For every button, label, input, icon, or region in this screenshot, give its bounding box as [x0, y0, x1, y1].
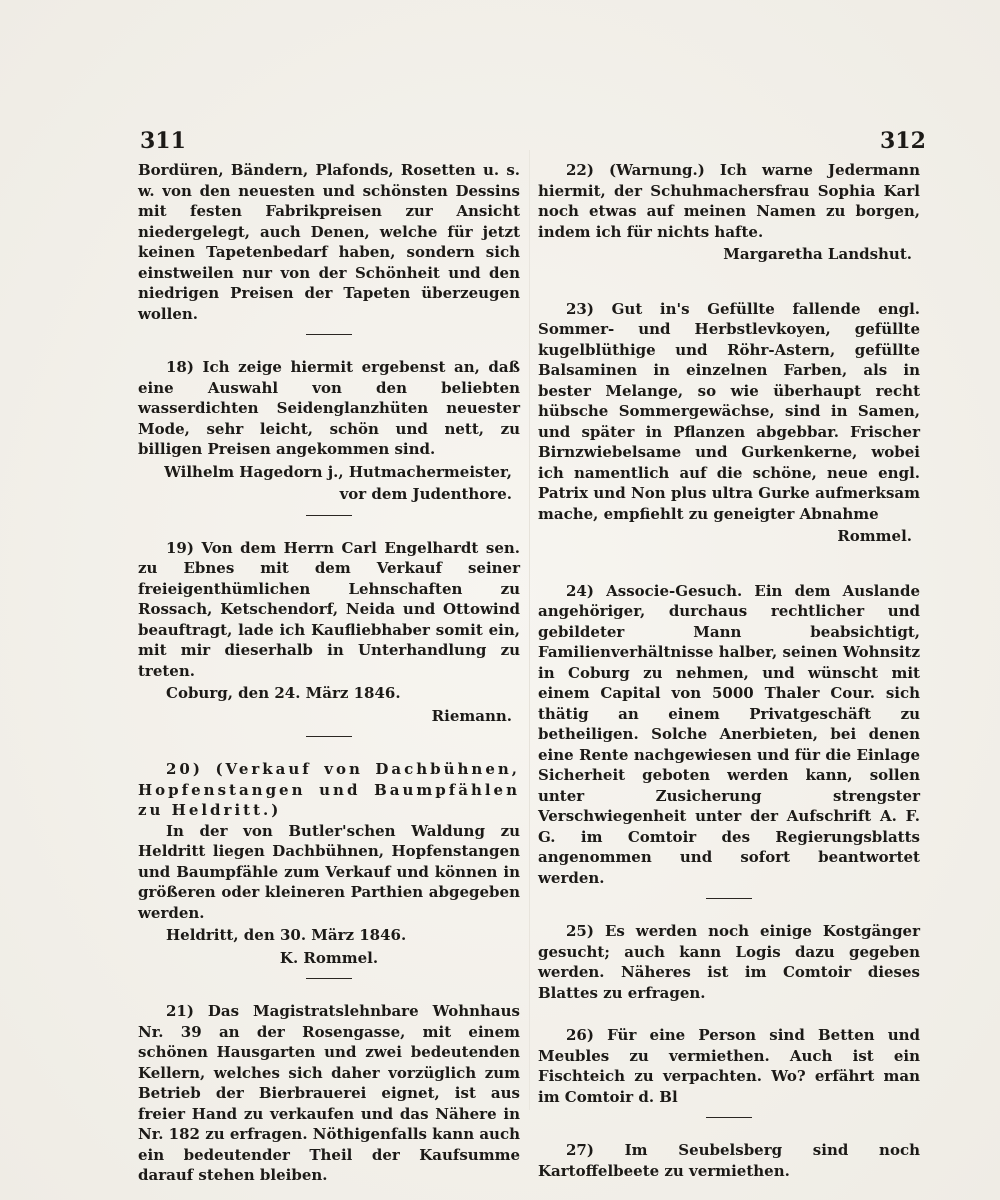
page-gutter	[529, 150, 530, 1110]
notice-27: 27) Im Seubelsberg sind noch Kartoffelbeete zu vermiethen.	[538, 1141, 920, 1180]
notice-20-signature: K. Rommel.	[279, 948, 379, 967]
notice-18-address: vor dem Judenthore.	[339, 485, 512, 503]
notice-23-signature: Rommel.	[837, 527, 912, 545]
notice-23: 23) Gut in's Gefüllte fallende engl. Sommer- und Herbstlevkoyen, gefüllte kugelblüthige und Röhr-Astern, gefüllte Balsaminen in einzelnen Farben, als in bester Melange, so wie überhaupt recht hübsche Sommergewächse, sind in Samen, und später in Pflanzen abgebbar. Frischer Birnzwiebelsame und Gurkenkerne, wobei ich namentlich auf die schöne, neue engl. Patrix und Non plus ultra Gurke aufmerksam mache, empfiehlt zu geneigter Abnahme	[538, 299, 920, 523]
separator-rule	[706, 898, 752, 899]
notice-22: 22) (Warnung.) Ich warne Jedermann hiermit, der Schuhmachersfrau Sophia Karl noch etwas auf meinen Namen zu borgen, indem ich für nichts hafte.	[538, 161, 920, 241]
separator-rule	[306, 515, 352, 516]
right-column	[538, 160, 920, 1181]
separator-rule	[306, 736, 352, 737]
notice-20-date: Heldritt, den 30. März 1846.	[166, 926, 407, 944]
notice-20-title: 20) (Verkauf von Dachbühnen, Hopfenstangen und Baumpfählen zu Heldritt.)	[138, 760, 520, 819]
notice-19-date: Coburg, den 24. März 1846.	[166, 684, 401, 702]
left-column	[138, 160, 520, 1186]
notice-25: 25) Es werden noch einige Kostgänger gesucht; auch kann Logis dazu gegeben werden. Näheres ist im Comtoir dieses Blattes zu erfragen.	[538, 922, 920, 1002]
page-number-right: 312	[880, 128, 926, 154]
notice-20: In der von Butler'schen Waldung zu Heldritt liegen Dachbühnen, Hopfenstangen und Baumpfähle zum Verkauf und können in größeren oder kleineren Parthien abgegeben werden.	[138, 821, 520, 922]
notice-19: 19) Von dem Herrn Carl Engelhardt sen. zu Ebnes mit dem Verkauf seiner freieigenthümlichen Lehnschaften zu Rossach, Ketschendorf, Neida und Ottowind beauftragt, lade ich Kaufliebhaber somit ein, mit mir dieserhalb in Unterhandlung zu treten.	[138, 538, 520, 680]
separator-rule	[306, 334, 352, 335]
notice-22-signature: Margaretha Landshut.	[723, 245, 912, 263]
separator-rule	[306, 978, 352, 979]
notice-24: 24) Associe-Gesuch. Ein dem Auslande angehöriger, durchaus rechtlicher und gebildeter Mann beabsichtigt, Familienverhältnisse halber, seinen Wohnsitz in Coburg zu nehmen, und wünscht mit einem Capital von 5000 Thaler Cour. sich thätig an einem Privatgeschäft zu betheiligen. Solche Anerbieten, bei denen eine Rente nachgewiesen und für die Einlage Sicherheit geboten werden kann, sollen unter Zusicherung strengster Verschwiegenheit unter der Aufschrift A. F. G. im Comtoir des Regierungsblatts angenommen und sofort beantwortet werden.	[538, 581, 920, 887]
notice-continuation: Bordüren, Bändern, Plafonds, Rosetten u. s. w. von den neuesten und schönsten Dessins mit festen Fabrikpreisen zur Ansicht niedergelegt, auch Denen, welche für jetzt keinen Tapetenbedarf haben, sondern sich einstweilen nur von der Schönheit und den niedrigen Preisen der Tapeten überzeugen wollen.	[138, 161, 520, 323]
separator-rule	[706, 1117, 752, 1118]
notice-18-signature: Wilhelm Hagedorn j., Hutmachermeister,	[164, 462, 512, 481]
notice-26: 26) Für eine Person sind Betten und Meubles zu vermiethen. Auch ist ein Fischteich zu verpachten. Wo? erfährt man im Comtoir d. Bl	[538, 1026, 920, 1106]
page-number-left: 311	[140, 128, 186, 154]
notice-18: 18) Ich zeige hiermit ergebenst an, daß eine Auswahl von den beliebten wasserdichten Seidenglanzhüten neuester Mode, sehr leicht, schön und nett, zu billigen Preisen angekommen sind.	[138, 358, 520, 458]
notice-19-signature: Riemann.	[431, 706, 512, 725]
notice-21: 21) Das Magistratslehnbare Wohnhaus Nr. 39 an der Rosengasse, mit einem schönen Hausgarten und zwei bedeutenden Kellern, welches sich daher vorzüglich zum Betrieb der Bierbrauerei eignet, ist aus freier Hand zu verkaufen und das Nähere in Nr. 182 zu erfragen. Nöthigenfalls kann auch ein bedeutender Theil der Kaufsumme darauf stehen bleiben.	[138, 1002, 520, 1184]
